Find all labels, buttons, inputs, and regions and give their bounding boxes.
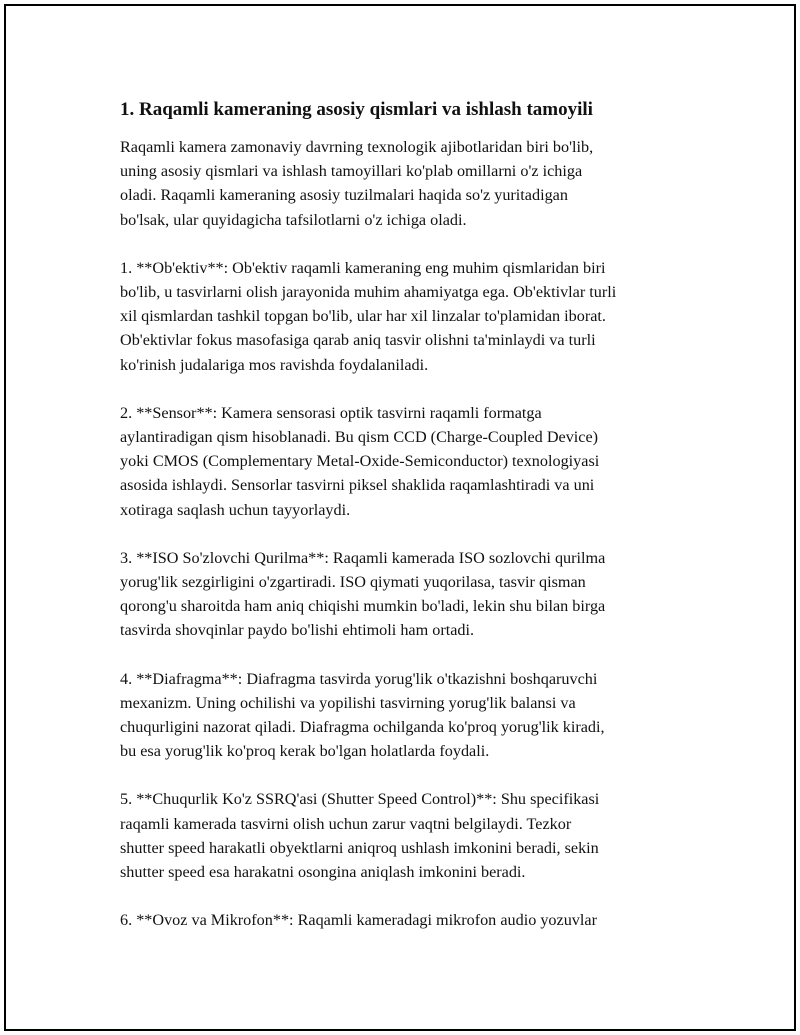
text-line: 1. **Ob'ektiv**: Ob'ektiv raqamli kameraning eng muhim qismlaridan biri: [120, 258, 606, 277]
text-line: uning asosiy qismlari va ishlash tamoyillari ko'plab omillarni o'z ichiga: [120, 162, 583, 181]
text-line: mexanizm. Uning ochilishi va yopilishi tasvirning yorug'lik balansi va: [120, 693, 576, 712]
text-line: bo'lib, u tasvirlarni olish jarayonida muhim ahamiyatga ega. Ob'ektivlar turli: [120, 283, 617, 302]
page-frame: [4, 4, 796, 1031]
document-body: [120, 98, 690, 956]
text-line: asosida ishlaydi. Sensorlar tasvirni piksel shaklida raqamlashtiradi va uni: [120, 476, 595, 495]
paragraph-sensor: [120, 401, 690, 522]
document-title: 1. Raqamli kameraning asosiy qismlari va ishlash tamoyili: [120, 99, 593, 120]
text-line: tasvirda shovqinlar paydo bo'lishi ehtimoli ham ortadi.: [120, 621, 475, 640]
text-line: Raqamli kamera zamonaviy davrning texnologik ajibotlaridan biri bo'lib,: [120, 138, 594, 156]
text-line: oladi. Raqamli kameraning asosiy tuzilmalari haqida so'z yuritadigan: [120, 186, 568, 205]
paragraph-aperture: [120, 667, 690, 764]
text-line: Ob'ektivlar fokus masofasiga qarab aniq tasvir olishni ta'minlaydi va turli: [120, 331, 596, 350]
text-line: 4. **Diafragma**: Diafragma tasvirda yorug'lik o'tkazishni boshqaruvchi: [120, 669, 598, 688]
text-line: 5. **Chuqurlik Ko'z SSRQ'asi (Shutter Speed Control)**: Shu specifikasi: [120, 790, 600, 809]
text-line: raqamli kamerada tasvirni olish uchun zarur vaqtni belgilaydi. Tezkor: [120, 814, 572, 833]
text-line: qorong'u sharoitda ham aniq chiqishi mumkin bo'ladi, lekin shu bilan birga: [120, 597, 606, 616]
text-line: yoki CMOS (Complementary Metal-Oxide-Semiconductor) texnologiyasi: [120, 452, 600, 471]
text-line: yorug'lik sezgirligini o'zgartiradi. ISO qiymati yuqorilasa, tasvir qisman: [120, 573, 586, 592]
text-line: 2. **Sensor**: Kamera sensorasi optik tasvirni raqamli formatga: [120, 403, 542, 422]
text-line: 3. **ISO So'zlovchi Qurilma**: Raqamli kamerada ISO sozlovchi qurilma: [120, 548, 606, 567]
text-line: shutter speed harakatli obyektlarni aniqroq ushlash imkonini beradi, sekin: [120, 838, 599, 857]
text-line: aylantiradigan qism hisoblanadi. Bu qism CCD (Charge-Coupled Device): [120, 428, 599, 447]
text-line: 6. **Ovoz va Mikrofon**: Raqamli kameradagi mikrofon audio yozuvlar: [120, 911, 597, 930]
paragraph-shutter: [120, 787, 690, 884]
paragraph-microphone: [120, 908, 690, 932]
text-line: xotiraga saqlash uchun tayyorlaydi.: [120, 500, 351, 519]
text-line: shutter speed esa harakatni osongina aniqlash imkonini beradi.: [120, 863, 526, 882]
text-line: bo'lsak, ular quyidagicha tafsilotlarni o'z ichiga oladi.: [120, 210, 467, 229]
text-line: ko'rinish judalariga mos ravishda foydalaniladi.: [120, 355, 429, 374]
text-line: xil qismlardan tashkil topgan bo'lib, ular har xil linzalar to'plamidan iborat.: [120, 307, 606, 326]
text-line: bu esa yorug'lik ko'proq kerak bo'lgan holatlarda foydali.: [120, 742, 490, 761]
text-line: chuqurligini nazorat qiladi. Diafragma ochilganda ko'proq yorug'lik kiradi,: [120, 718, 605, 737]
paragraph-objective: [120, 256, 690, 377]
paragraph-iso: [120, 546, 690, 643]
intro-paragraph: [120, 135, 690, 232]
